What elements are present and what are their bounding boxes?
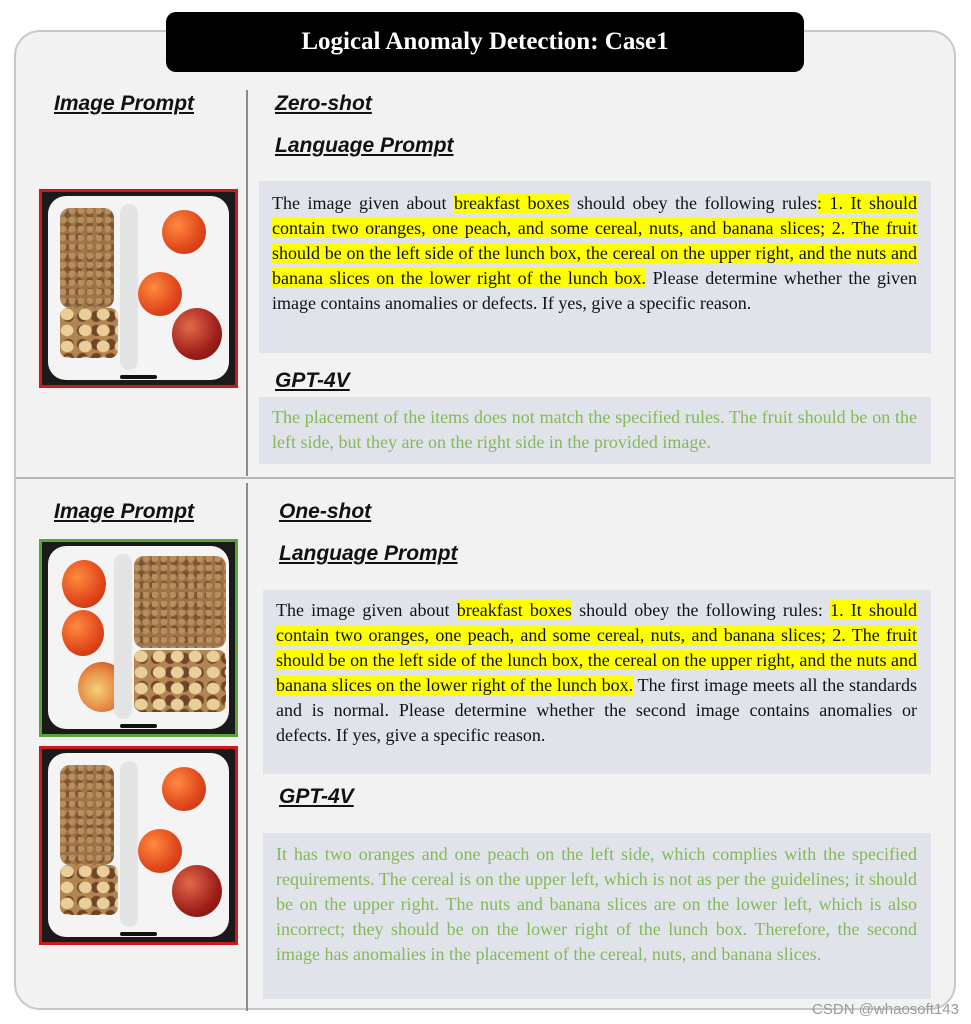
highlight-subject: breakfast boxes: [453, 193, 570, 213]
image-prompt-heading: Image Prompt: [54, 500, 195, 523]
gpt4v-response: The placement of the items does not match the specified rules. The fruit should be on the left side, but they are on the right side in the provided image.: [259, 397, 931, 464]
language-prompt-heading: Language Prompt: [275, 134, 454, 157]
watermark: CSDN @whaosoft143: [812, 1001, 959, 1018]
language-prompt-text: The image given about breakfast boxes should obey the following rules: 1. It should contain two oranges, one peach, and some cereal, nuts, and banana slices; 2. The fruit should be on the left side of the lunch box, the cereal on the upper right, and the nuts and banana slices on the lower right of the lunch box. Please determine whether the given image contains anomalies or defects. If yes, give a specific reason.: [259, 181, 931, 353]
highlight-subject: breakfast boxes: [456, 600, 572, 620]
gpt4v-heading: GPT-4V: [279, 785, 354, 808]
language-prompt-text: The image given about breakfast boxes should obey the following rules: 1. It should contain two oranges, one peach, and some cereal, nuts, and banana slices; 2. The fruit should be on the left side of the lunch box, the cereal on the upper right, and the nuts and banana slices on the lower right of the lunch box. The first image meets all the standards and is normal. Please determine whether the second image contains anomalies or defects. If yes, give a specific reason.: [263, 590, 931, 774]
zero-shot-heading: Zero-shot: [275, 92, 372, 115]
gpt4v-response: It has two oranges and one peach on the left side, which complies with the specified requirements. The cereal is on the upper left, which is not as per the guidelines; it should be on the upper right. The nuts and banana slices are on the lower left, which is also incorrect; they should be on the lower right of the lunch box. Therefore, the second image has anomalies in the placement of the cereal, nuts, and banana slices.: [263, 833, 931, 999]
column-divider-bottom: [246, 483, 248, 1011]
section-divider: [16, 477, 954, 479]
query-breakfast-box-image: [39, 746, 238, 945]
one-shot-heading: One-shot: [279, 500, 372, 523]
anomaly-breakfast-box-image: [39, 189, 238, 388]
figure-title: Logical Anomaly Detection: Case1: [166, 12, 804, 72]
column-divider-top: [246, 90, 248, 476]
language-prompt-heading: Language Prompt: [279, 542, 458, 565]
highlight-rules: 1. It should contain two oranges, one peach, and some cereal, nuts, and banana slices; 2. The fruit should be on the left side of the lunch box, the cereal on the upper right, and the nuts and banana slices on the lower right of the lunch box.: [276, 600, 917, 695]
gpt4v-heading: GPT-4V: [275, 369, 350, 392]
highlight-rules: : 1. It should contain two oranges, one peach, and some cereal, nuts, and banana slices; 2. The fruit should be on the left side of the lunch box, the cereal on the upper right, and the nuts and banana slices on the lower right of the lunch box.: [272, 193, 917, 288]
normal-breakfast-box-image: [39, 539, 238, 737]
image-prompt-heading: Image Prompt: [54, 92, 195, 115]
